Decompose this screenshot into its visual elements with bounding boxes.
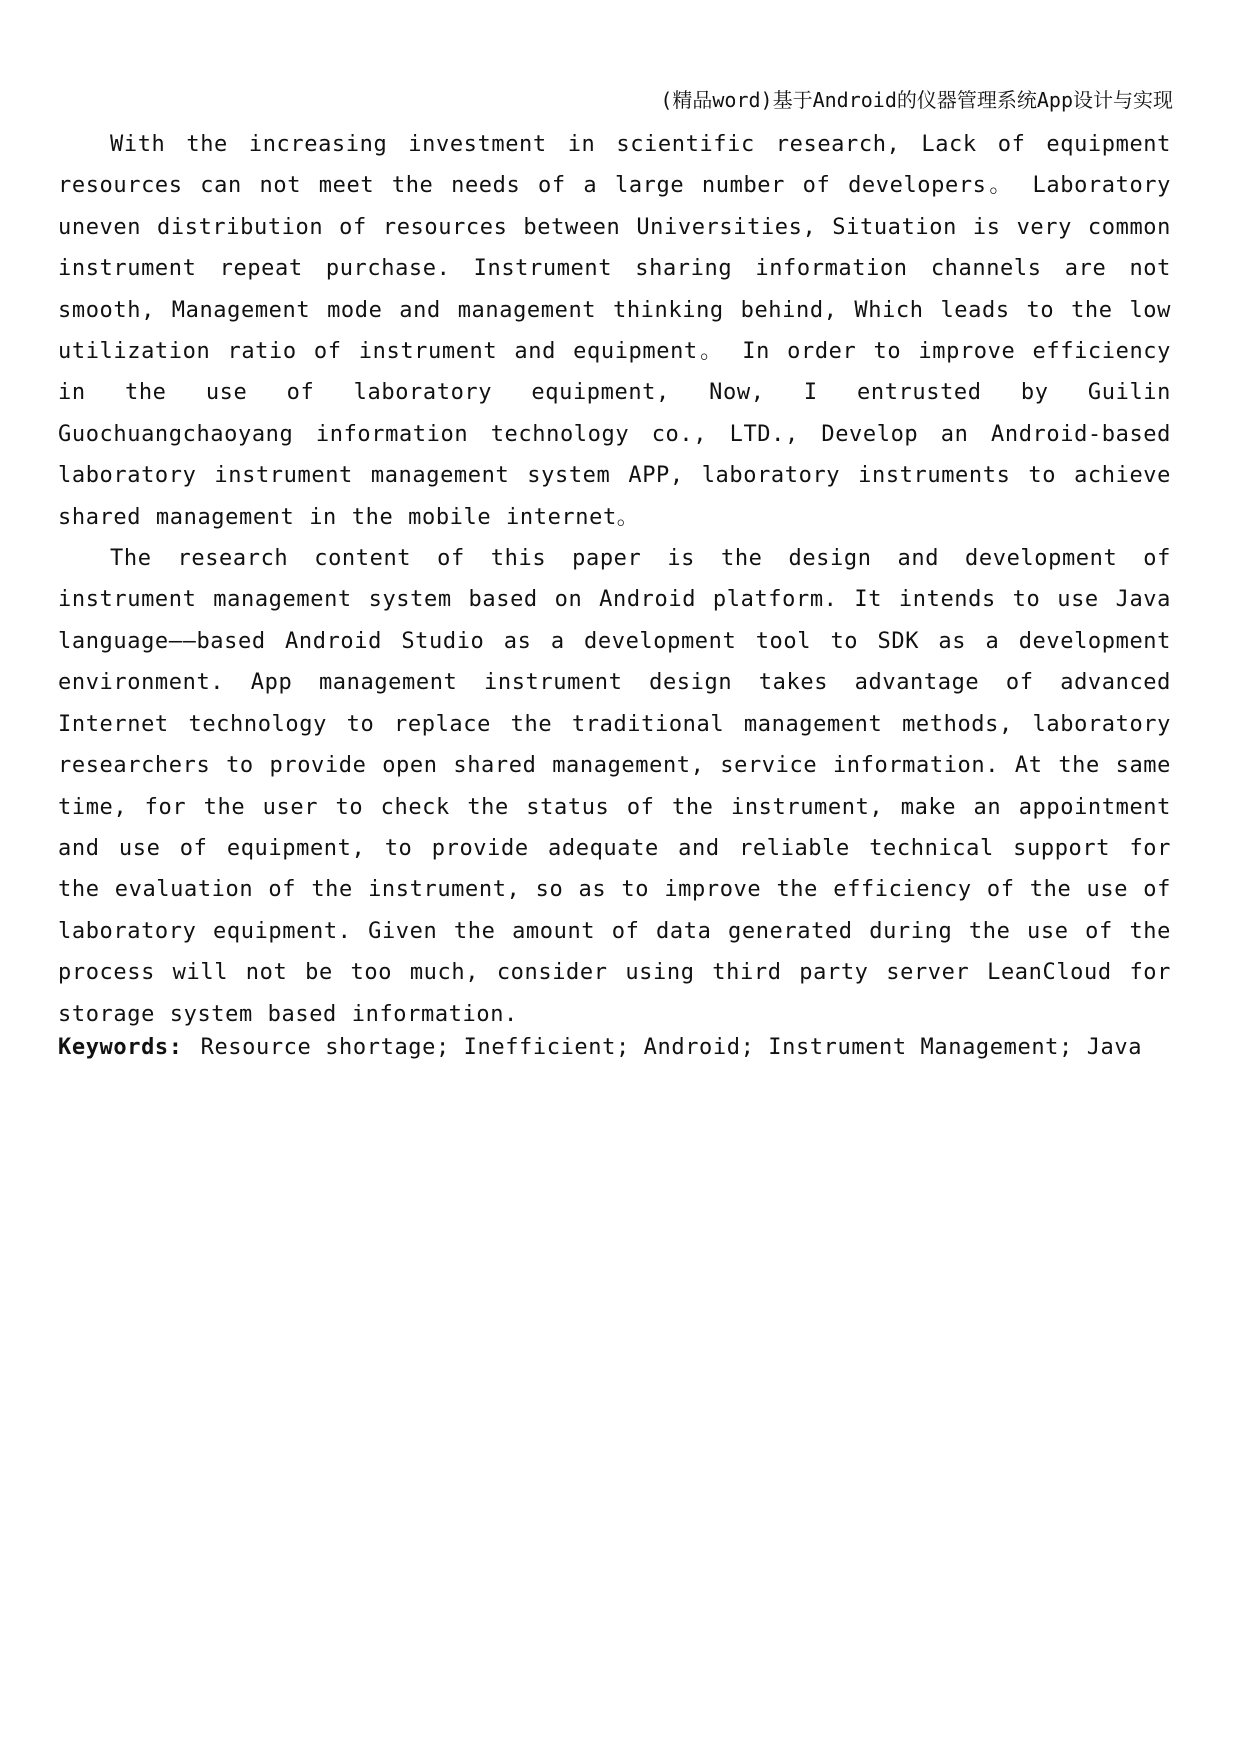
- keywords-line: [58, 1032, 1142, 1064]
- abstract-paragraph-2: The research content of this paper is the design and development of instrument management system based on Android platform. It intends to use Java language——based Android Studio as a development tool to SDK as a development environment. App management instrument design takes advantage of advanced Internet technology to replace the traditional management methods, laboratory researchers to provide open shared management, service information. At the same time, for the user to check the status of the instrument, make an appointment and use of equipment, to provide adequate and reliable technical support for the evaluation of the instrument, so as to improve the efficiency of the use of laboratory equipment. Given the amount of data generated during the use of the process will not be too much, consider using third party server LeanCloud for storage system based information.: [58, 546, 1171, 1027]
- keywords-text: Resource shortage; Inefficient; Android; Instrument Management; Java: [200, 1035, 1143, 1060]
- abstract-paragraph-1: With the increasing investment in scientific research, Lack of equipment resources can not meet the needs of a large number of developers。 Laboratory uneven distribution of resources between Universities, Situation is very common instrument repeat purchase. Instrument sharing information channels are not smooth, Management mode and management thinking behind, Which leads to the low utilization ratio of instrument and equipment。 In order to improve efficiency in the use of laboratory equipment, Now, I entrusted by Guilin Guochuangchaoyang information technology co., LTD., Develop an Android-based laboratory instrument management system APP, laboratory instruments to achieve shared management in the mobile internet。: [58, 132, 1171, 530]
- running-header: (精品word)基于Android的仪器管理系统App设计与实现: [660, 88, 1173, 112]
- abstract-body: [58, 124, 1171, 1035]
- keywords-label: Keywords:: [58, 1035, 183, 1060]
